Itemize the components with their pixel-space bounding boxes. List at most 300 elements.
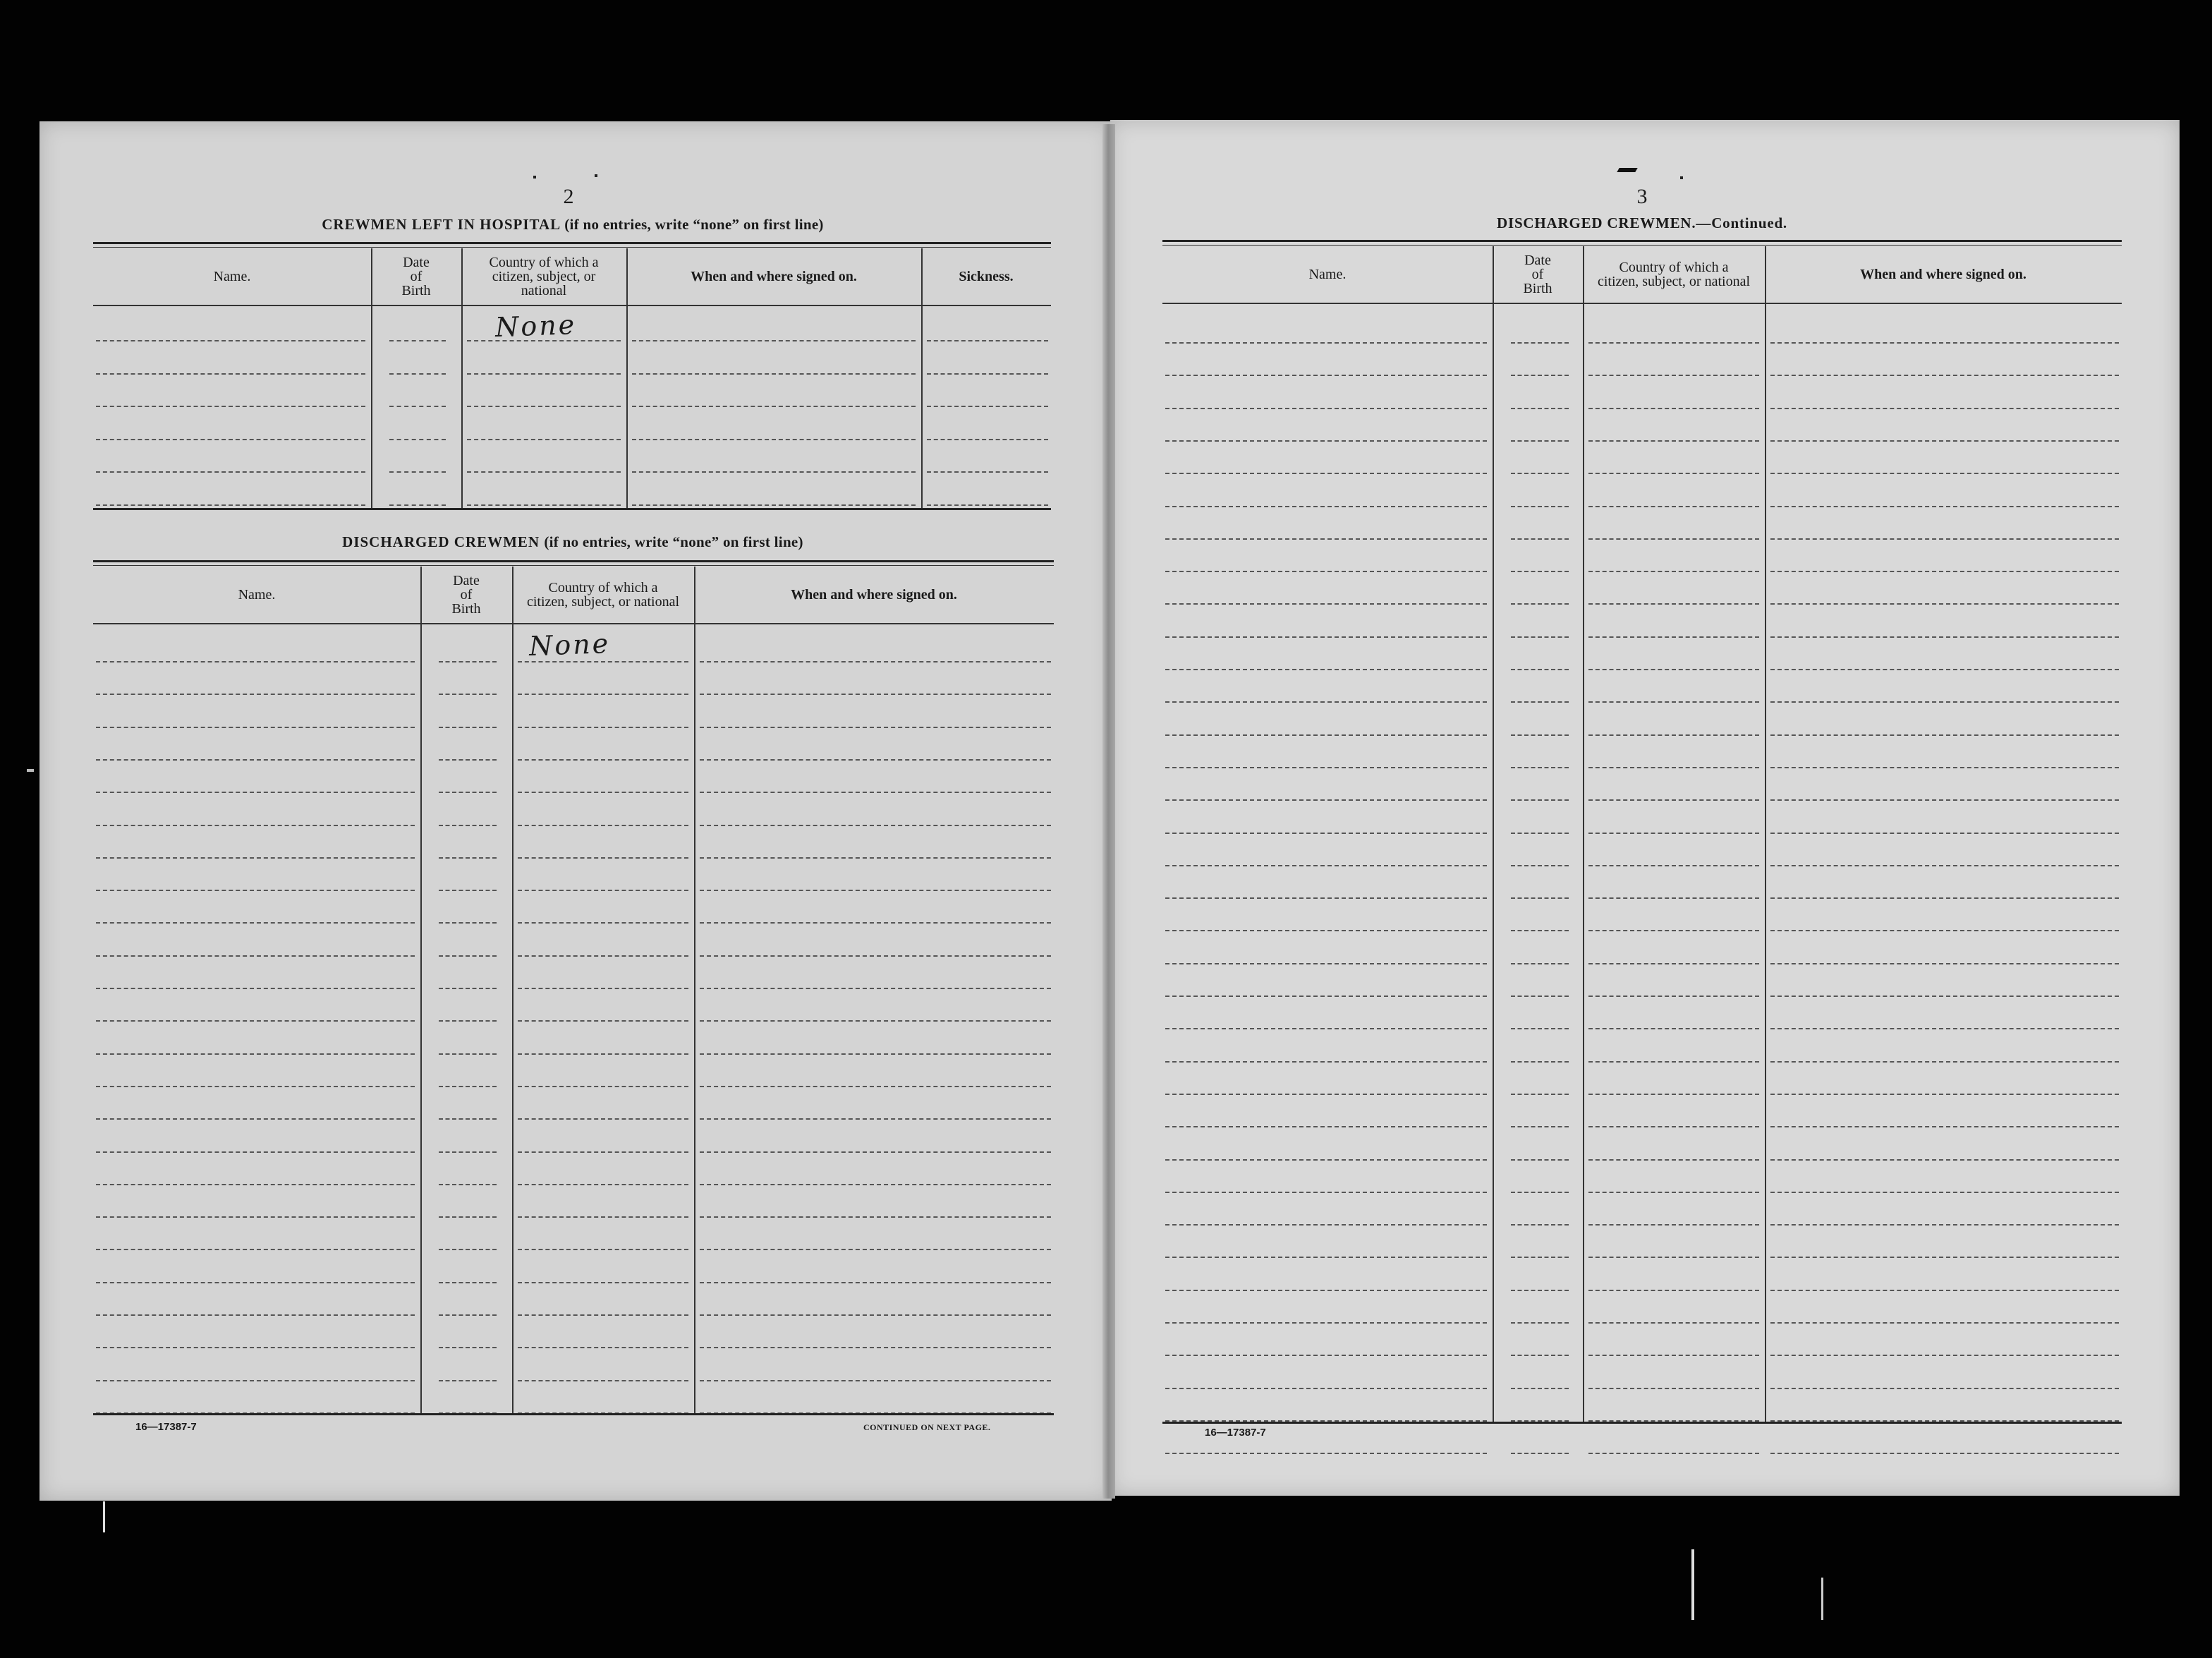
signed-on-line: [1770, 342, 2119, 344]
country-line: [1588, 1126, 1759, 1127]
country-line: [1588, 897, 1759, 899]
name-line: [96, 694, 415, 695]
sickness-line: [927, 471, 1048, 473]
country-line: [1588, 1061, 1759, 1063]
handwritten-entry: None: [528, 628, 611, 662]
country-line: [1588, 865, 1759, 866]
name-line: [1165, 669, 1487, 670]
signed-on-line: [1770, 996, 2119, 997]
name-line: [96, 922, 415, 924]
col-header-country: Country of which a citizen, subject, or national: [526, 580, 680, 610]
signed-on-line: [1770, 1126, 2119, 1127]
name-line: [1165, 767, 1487, 768]
signed-on-line: [700, 1314, 1051, 1316]
col-header-name: Name.: [1308, 267, 1347, 282]
country-line: [518, 727, 688, 728]
name-line: [96, 988, 415, 989]
country-line: [1588, 1388, 1759, 1389]
dob-line: [389, 471, 446, 473]
hospital-title-text: CREWMEN LEFT IN HOSPITAL: [322, 216, 560, 233]
print-dot: [1680, 176, 1683, 179]
sickness-line: [927, 504, 1048, 506]
country-line: [518, 1249, 688, 1250]
signed-on-line: [700, 1347, 1051, 1348]
dob-line: [1511, 1257, 1569, 1258]
dob-line: [1511, 375, 1569, 376]
country-line: [518, 759, 688, 761]
signed-on-line: [700, 792, 1051, 793]
country-line: [1588, 669, 1759, 670]
name-line: [96, 504, 365, 506]
country-line: [1588, 571, 1759, 572]
dob-line: [1511, 1388, 1569, 1389]
country-line: [518, 1282, 688, 1283]
name-line: [1165, 1159, 1487, 1161]
country-line: [518, 1053, 688, 1055]
name-line: [96, 471, 365, 473]
column-divider: [921, 248, 923, 508]
dob-line: [439, 1347, 497, 1348]
dob-line: [1511, 1126, 1569, 1127]
signed-on-line: [1770, 963, 2119, 964]
name-line: [96, 727, 415, 728]
signed-on-line: [1770, 799, 2119, 801]
column-divider: [420, 567, 422, 1415]
column-divider: [694, 567, 695, 1415]
name-line: [1165, 1224, 1487, 1226]
signed-on-line: [1770, 930, 2119, 931]
name-line: [1165, 799, 1487, 801]
col-header-date-of-birth: Date of Birth: [401, 255, 431, 298]
dob-line: [439, 1086, 497, 1087]
discharged-table-header: [93, 567, 1054, 624]
country-line: [467, 471, 621, 473]
signed-on-line: [1770, 1257, 2119, 1258]
signed-on-line: [700, 1151, 1051, 1153]
name-line: [96, 661, 415, 662]
name-line: [1165, 897, 1487, 899]
name-line: [96, 857, 415, 859]
sickness-line: [927, 340, 1048, 341]
name-line: [96, 373, 365, 375]
dob-line: [439, 890, 497, 891]
signed-on-line: [1770, 1159, 2119, 1161]
signed-on-line: [700, 1282, 1051, 1283]
country-line: [1588, 342, 1759, 344]
sickness-line: [927, 406, 1048, 407]
signed-on-line: [1770, 1453, 2119, 1454]
col-header-when-where-signed-on: When and where signed on.: [1860, 267, 2026, 282]
country-line: [1588, 1028, 1759, 1029]
name-line: [1165, 636, 1487, 638]
discharged-table: [93, 560, 1054, 1418]
name-line: [96, 1249, 415, 1250]
name-line: [1165, 963, 1487, 964]
country-line: [1588, 538, 1759, 540]
signed-on-line: [1770, 897, 2119, 899]
country-line: [518, 857, 688, 859]
hospital-section-title: [93, 216, 1052, 234]
name-line: [1165, 833, 1487, 834]
name-line: [96, 406, 365, 407]
form-code: 16—17387-7: [1205, 1427, 1266, 1439]
name-line: [1165, 701, 1487, 703]
dob-line: [1511, 1028, 1569, 1029]
dob-line: [1511, 963, 1569, 964]
name-line: [1165, 1126, 1487, 1127]
dob-line: [1511, 865, 1569, 866]
country-line: [518, 988, 688, 989]
country-line: [518, 1151, 688, 1153]
scan-mark: [103, 1501, 105, 1532]
signed-on-line: [700, 1053, 1051, 1055]
col-header-name: Name.: [238, 587, 276, 603]
name-line: [1165, 506, 1487, 507]
page-number: 2: [563, 185, 574, 208]
country-line: [467, 504, 621, 506]
dob-line: [1511, 1290, 1569, 1291]
dob-line: [1511, 1224, 1569, 1226]
signed-on-line: [1770, 538, 2119, 540]
country-line: [467, 406, 621, 407]
country-line: [1588, 636, 1759, 638]
country-line: [1588, 1355, 1759, 1356]
signed-on-line: [1770, 636, 2119, 638]
dob-line: [439, 1053, 497, 1055]
col-header-date-of-birth: Date of Birth: [451, 573, 481, 617]
country-line: [1588, 1192, 1759, 1193]
name-line: [1165, 473, 1487, 474]
country-line: [1588, 440, 1759, 442]
country-line: [1588, 408, 1759, 409]
dob-line: [1511, 897, 1569, 899]
signed-on-line: [700, 857, 1051, 859]
dob-line: [439, 1216, 497, 1218]
signed-on-line: [1770, 669, 2119, 670]
country-line: [518, 1314, 688, 1316]
name-line: [1165, 571, 1487, 572]
name-line: [1165, 996, 1487, 997]
dob-line: [439, 727, 497, 728]
name-line: [96, 759, 415, 761]
dob-line: [1511, 1159, 1569, 1161]
dob-line: [1511, 538, 1569, 540]
country-line: [1588, 1453, 1759, 1454]
name-line: [1165, 408, 1487, 409]
signed-on-line: [700, 825, 1051, 826]
country-line: [1588, 375, 1759, 376]
country-line: [1588, 930, 1759, 931]
dob-line: [389, 373, 446, 375]
dob-line: [1511, 636, 1569, 638]
signed-on-line: [1770, 1388, 2119, 1389]
page-gutter: [1102, 124, 1115, 1499]
dob-line: [439, 988, 497, 989]
country-line: [1588, 1257, 1759, 1258]
signed-on-line: [700, 922, 1051, 924]
col-header-name: Name.: [213, 269, 251, 284]
column-divider: [371, 248, 372, 508]
sickness-line: [927, 439, 1048, 440]
hospital-table: [93, 242, 1051, 510]
page-number: 3: [1636, 185, 1648, 208]
country-line: [518, 694, 688, 695]
name-line: [1165, 865, 1487, 866]
signed-on-line: [632, 504, 916, 506]
name-line: [96, 792, 415, 793]
signed-on-line: [1770, 375, 2119, 376]
print-dot: [533, 176, 536, 178]
dob-line: [1511, 1094, 1569, 1095]
name-line: [1165, 1257, 1487, 1258]
country-line: [1588, 1322, 1759, 1324]
country-line: [518, 792, 688, 793]
dob-line: [1511, 799, 1569, 801]
col-header-country: Country of which a citizen, subject, or national: [489, 255, 599, 298]
country-line: [1588, 1290, 1759, 1291]
dob-line: [1511, 1453, 1569, 1454]
name-line: [96, 1118, 415, 1120]
signed-on-line: [1770, 603, 2119, 605]
signed-on-line: [1770, 1061, 2119, 1063]
signed-on-line: [700, 1249, 1051, 1250]
dob-line: [439, 694, 497, 695]
dob-line: [1511, 473, 1569, 474]
scan-mark: [1821, 1578, 1823, 1620]
name-line: [1165, 440, 1487, 442]
country-line: [518, 1184, 688, 1185]
name-line: [1165, 1388, 1487, 1389]
name-line: [96, 955, 415, 957]
signed-on-line: [632, 406, 916, 407]
country-line: [518, 1347, 688, 1348]
dob-line: [1511, 930, 1569, 931]
hospital-table-header: [93, 248, 1051, 306]
dob-line: [1511, 767, 1569, 768]
name-line: [96, 1282, 415, 1283]
signed-on-line: [1770, 1290, 2119, 1291]
column-divider: [1583, 246, 1584, 1422]
dob-line: [439, 1380, 497, 1381]
discharged-continued-header: [1162, 246, 2122, 304]
dob-line: [439, 759, 497, 761]
signed-on-line: [1770, 734, 2119, 736]
print-dot: [595, 174, 597, 177]
signed-on-line: [1770, 506, 2119, 507]
signed-on-line: [700, 1086, 1051, 1087]
signed-on-line: [1770, 571, 2119, 572]
country-line: [518, 1380, 688, 1381]
country-line: [518, 955, 688, 957]
dob-line: [1511, 1322, 1569, 1324]
signed-on-line: [632, 373, 916, 375]
name-line: [96, 890, 415, 891]
dob-line: [1511, 734, 1569, 736]
country-line: [518, 890, 688, 891]
dob-line: [1511, 833, 1569, 834]
name-line: [96, 1053, 415, 1055]
signed-on-line: [1770, 440, 2119, 442]
name-line: [1165, 1028, 1487, 1029]
scan-mark: [27, 769, 34, 772]
signed-on-line: [700, 1118, 1051, 1120]
dob-line: [439, 955, 497, 957]
dob-line: [1511, 1061, 1569, 1063]
signed-on-line: [1770, 1028, 2119, 1029]
dob-line: [1511, 342, 1569, 344]
signed-on-line: [700, 988, 1051, 989]
signed-on-line: [700, 1216, 1051, 1218]
col-header-when-where-signed-on: When and where signed on.: [691, 269, 857, 284]
dob-line: [1511, 571, 1569, 572]
col-header-date-of-birth: Date of Birth: [1523, 253, 1552, 296]
dob-line: [1511, 506, 1569, 507]
country-line: [1588, 963, 1759, 964]
signed-on-line: [1770, 833, 2119, 834]
dob-line: [439, 1020, 497, 1022]
column-divider: [1493, 246, 1494, 1422]
name-line: [96, 1314, 415, 1316]
dob-line: [439, 1249, 497, 1250]
name-line: [96, 1086, 415, 1087]
country-line: [467, 439, 621, 440]
name-line: [96, 1380, 415, 1381]
right-section-title: DISCHARGED CREWMEN.—Continued.: [1497, 214, 1787, 231]
country-line: [518, 1118, 688, 1120]
dob-line: [439, 1184, 497, 1185]
signed-on-line: [632, 439, 916, 440]
signed-on-line: [700, 955, 1051, 957]
signed-on-line: [700, 1184, 1051, 1185]
dob-line: [389, 406, 446, 407]
country-line: [1588, 734, 1759, 736]
signed-on-line: [1770, 865, 2119, 866]
country-line: [1588, 701, 1759, 703]
name-line: [96, 439, 365, 440]
signed-on-line: [700, 694, 1051, 695]
hospital-title-note: (if no entries, write “none” on first line): [564, 216, 824, 233]
dob-line: [1511, 1355, 1569, 1356]
country-line: [1588, 1094, 1759, 1095]
country-line: [1588, 767, 1759, 768]
table-bottom-rule: [93, 1413, 1054, 1415]
country-line: [1588, 1224, 1759, 1226]
signed-on-line: [700, 1020, 1051, 1022]
name-line: [1165, 375, 1487, 376]
discharged-section-title: [93, 533, 1052, 551]
country-line: [518, 1216, 688, 1218]
name-line: [1165, 1453, 1487, 1454]
dob-line: [1511, 440, 1569, 442]
name-line: [1165, 1094, 1487, 1095]
signed-on-line: [1770, 1355, 2119, 1356]
country-line: [467, 373, 621, 375]
column-divider: [512, 567, 514, 1415]
dob-line: [439, 1314, 497, 1316]
dob-line: [389, 504, 446, 506]
name-line: [1165, 734, 1487, 736]
scan-mark: [1691, 1549, 1694, 1620]
signed-on-line: [1770, 1322, 2119, 1324]
dob-line: [439, 1118, 497, 1120]
discharged-title-note: (if no entries, write “none” on first line): [544, 533, 803, 550]
dob-line: [1511, 1192, 1569, 1193]
dob-line: [1511, 996, 1569, 997]
name-line: [96, 1151, 415, 1153]
signed-on-line: [632, 471, 916, 473]
print-mark: [1617, 168, 1637, 172]
name-line: [96, 825, 415, 826]
signed-on-line: [1770, 1192, 2119, 1193]
signed-on-line: [1770, 767, 2119, 768]
signed-on-line: [1770, 1094, 2119, 1095]
dob-line: [439, 661, 497, 662]
dob-line: [439, 792, 497, 793]
table-bottom-rule: [1162, 1422, 2122, 1424]
column-divider: [461, 248, 463, 508]
signed-on-line: [700, 1380, 1051, 1381]
country-line: [1588, 996, 1759, 997]
name-line: [1165, 930, 1487, 931]
signed-on-line: [700, 727, 1051, 728]
name-line: [1165, 538, 1487, 540]
country-line: [1588, 506, 1759, 507]
name-line: [1165, 342, 1487, 344]
country-line: [518, 1020, 688, 1022]
dob-line: [1511, 408, 1569, 409]
country-line: [1588, 603, 1759, 605]
name-line: [96, 340, 365, 341]
table-bottom-rule: [93, 508, 1051, 510]
signed-on-line: [1770, 1224, 2119, 1226]
dob-line: [389, 439, 446, 440]
country-line: [1588, 799, 1759, 801]
country-line: [518, 1086, 688, 1087]
dob-line: [1511, 669, 1569, 670]
dob-line: [1511, 603, 1569, 605]
dob-line: [389, 340, 446, 341]
name-line: [96, 1184, 415, 1185]
name-line: [1165, 1322, 1487, 1324]
country-line: [1588, 1159, 1759, 1161]
signed-on-line: [632, 340, 916, 341]
sickness-line: [927, 373, 1048, 375]
col-header-when-where-signed-on: When and where signed on.: [791, 587, 957, 603]
name-line: [1165, 1061, 1487, 1063]
country-line: [518, 825, 688, 826]
signed-on-line: [1770, 473, 2119, 474]
country-line: [518, 922, 688, 924]
dob-line: [439, 1151, 497, 1153]
signed-on-line: [1770, 408, 2119, 409]
dob-line: [439, 857, 497, 859]
handwritten-entry: None: [494, 309, 577, 343]
name-line: [96, 1020, 415, 1022]
name-line: [1165, 1192, 1487, 1193]
dob-line: [439, 1282, 497, 1283]
signed-on-line: [700, 890, 1051, 891]
signed-on-line: [700, 759, 1051, 761]
signed-on-line: [1770, 701, 2119, 703]
name-line: [1165, 1355, 1487, 1356]
col-header-country: Country of which a citizen, subject, or national: [1597, 260, 1751, 289]
dob-line: [439, 825, 497, 826]
name-line: [1165, 603, 1487, 605]
continued-note: CONTINUED ON NEXT PAGE.: [863, 1422, 991, 1432]
country-line: [1588, 833, 1759, 834]
signed-on-line: [700, 661, 1051, 662]
discharged-continued-table: [1162, 240, 2122, 1425]
